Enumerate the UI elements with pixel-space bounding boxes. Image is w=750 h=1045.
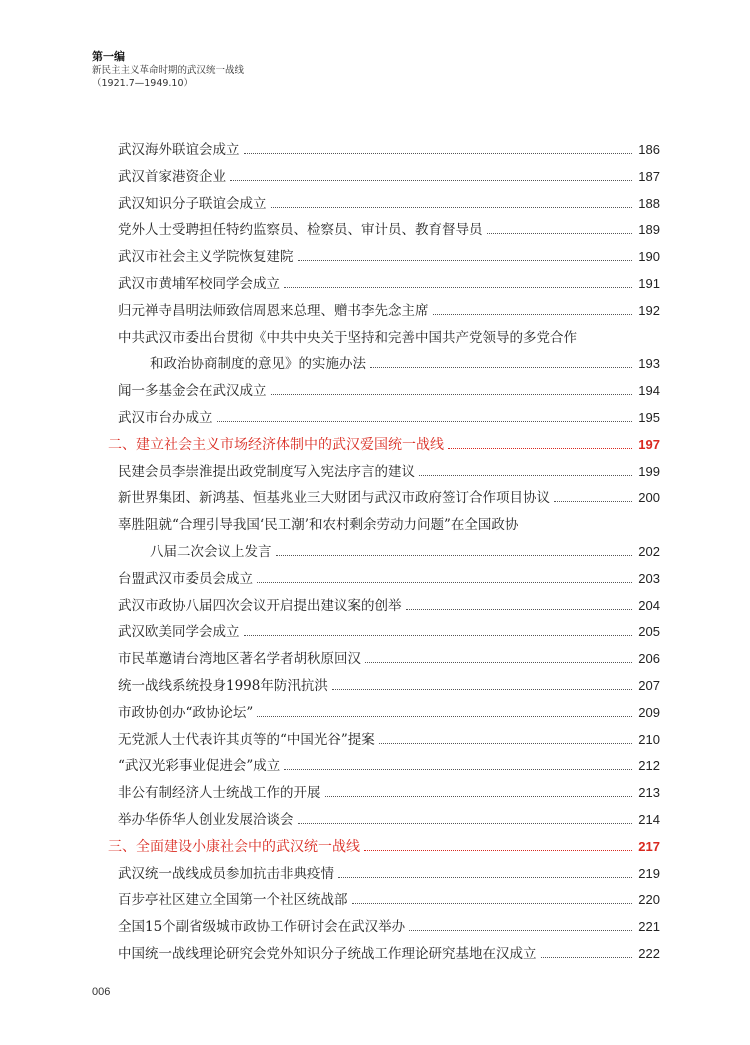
toc-page-number: 221 bbox=[638, 919, 660, 935]
toc-entry-title: 八届二次会议上发言 bbox=[150, 544, 272, 560]
toc-page-number: 217 bbox=[638, 838, 660, 854]
toc-entry-row bbox=[0, 271, 750, 297]
dot-leader bbox=[257, 582, 632, 583]
toc-entry-row bbox=[0, 512, 750, 538]
toc-page-number: 222 bbox=[638, 946, 660, 961]
toc-entry-title: 非公有制经济人士统战工作的开展 bbox=[118, 785, 321, 802]
dot-leader bbox=[554, 501, 632, 502]
part-title: 第一编 bbox=[92, 50, 125, 63]
dot-leader bbox=[276, 555, 633, 556]
toc-entry-title: 全国15个副省级城市政协工作研讨会在武汉举办 bbox=[118, 919, 406, 936]
dot-leader bbox=[257, 716, 632, 717]
toc-entry-row bbox=[0, 914, 750, 940]
toc-entry-row bbox=[0, 191, 750, 217]
toc-entry-row bbox=[0, 539, 750, 565]
toc-entry-title: 归元禅寺昌明法师致信周恩来总理、赠书李先念主席 bbox=[118, 302, 429, 319]
toc-page-number: 199 bbox=[638, 463, 660, 479]
toc-page-number: 191 bbox=[638, 276, 660, 291]
part-subtitle: 新民主主义革命时期的武汉统一战线 bbox=[92, 65, 245, 76]
toc-page-number: 210 bbox=[638, 731, 660, 747]
part-years: （1921.7—1949.10） bbox=[92, 78, 194, 89]
toc-entry-row bbox=[0, 298, 750, 324]
toc-page-number: 213 bbox=[638, 785, 660, 801]
dot-leader bbox=[419, 475, 632, 476]
toc-section-row bbox=[0, 432, 750, 458]
toc-entry-row bbox=[0, 941, 750, 967]
toc-page-number: 214 bbox=[638, 812, 660, 827]
toc-entry-title: 武汉海外联谊会成立 bbox=[118, 142, 240, 158]
dot-leader bbox=[284, 769, 632, 770]
toc-entry-title: 武汉市政协八届四次会议开启提出建议案的创举 bbox=[118, 597, 402, 614]
toc-page-number: 203 bbox=[638, 570, 660, 586]
toc-entry-title: 武汉知识分子联谊会成立 bbox=[118, 195, 267, 212]
dot-leader bbox=[541, 957, 633, 958]
dot-leader bbox=[379, 743, 632, 744]
toc-page-number: 194 bbox=[638, 383, 660, 399]
toc-entry-title: 和政治协商制度的意见》的实施办法 bbox=[150, 356, 366, 373]
toc-page-number: 197 bbox=[638, 436, 660, 452]
toc-entry-row bbox=[0, 485, 750, 511]
toc-entry-title: “武汉光彩事业促进会”成立 bbox=[118, 758, 281, 775]
toc-entry-row bbox=[0, 378, 750, 404]
dot-leader bbox=[364, 850, 632, 851]
dot-leader bbox=[448, 448, 632, 449]
toc-entry-row bbox=[0, 351, 750, 377]
toc-entry-title: 新世界集团、新鸿基、恒基兆业三大财团与武汉市政府签订合作项目协议 bbox=[118, 490, 550, 507]
toc-entry-title: 台盟武汉市委员会成立 bbox=[118, 570, 253, 587]
toc-entry-title: 武汉市黄埔军校同学会成立 bbox=[118, 276, 280, 292]
toc-section-row bbox=[0, 834, 750, 860]
toc-entry-row bbox=[0, 593, 750, 619]
page-number: 006 bbox=[92, 986, 111, 998]
toc-entry-row bbox=[0, 646, 750, 672]
dot-leader bbox=[487, 233, 633, 234]
toc-entry-row bbox=[0, 807, 750, 833]
toc-section-title: 三、全面建设小康社会中的武汉统一战线 bbox=[108, 838, 360, 855]
toc-page-number: 212 bbox=[638, 758, 660, 774]
toc-entry-row bbox=[0, 619, 750, 645]
toc-page-number: 186 bbox=[638, 142, 660, 157]
dot-leader bbox=[298, 823, 633, 824]
toc-page-number: 202 bbox=[638, 544, 660, 559]
toc-entry-title: 武汉市台办成立 bbox=[118, 410, 213, 426]
toc-page-number: 220 bbox=[638, 892, 660, 908]
toc-entry-title: 民建会员李崇淮提出政党制度写入宪法序言的建议 bbox=[118, 463, 415, 480]
dot-leader bbox=[352, 903, 633, 904]
toc-page-number: 205 bbox=[638, 624, 660, 640]
toc-entry-row bbox=[0, 753, 750, 779]
toc-entry-title: 武汉欧美同学会成立 bbox=[118, 624, 240, 641]
toc-entry-row bbox=[0, 780, 750, 806]
toc-entry-title: 中国统一战线理论研究会党外知识分子统战工作理论研究基地在汉成立 bbox=[118, 946, 537, 962]
toc-entry-row bbox=[0, 405, 750, 431]
toc-page-number: 200 bbox=[638, 490, 660, 506]
toc-page-number: 219 bbox=[638, 865, 660, 881]
toc-entry-row bbox=[0, 887, 750, 913]
toc-entry-title: 闻一多基金会在武汉成立 bbox=[118, 383, 267, 400]
toc-entry-title: 武汉首家港资企业 bbox=[118, 168, 226, 185]
toc-entry-row bbox=[0, 137, 750, 163]
dot-leader bbox=[365, 662, 632, 663]
toc-entry-title: 举办华侨华人创业发展洽谈会 bbox=[118, 812, 294, 828]
dot-leader bbox=[409, 930, 632, 931]
toc-entry-title: 市民革邀请台湾地区著名学者胡秋原回汉 bbox=[118, 651, 361, 668]
toc-page-number: 192 bbox=[638, 302, 660, 318]
dot-leader bbox=[406, 609, 633, 610]
toc-page-number: 187 bbox=[638, 168, 660, 184]
dot-leader bbox=[244, 153, 633, 154]
toc-entry-title: 武汉统一战线成员参加抗击非典疫情 bbox=[118, 865, 334, 882]
toc-entry-title: 市政协创办“政协论坛” bbox=[118, 704, 254, 721]
toc-entry-title: 百步亭社区建立全国第一个社区统战部 bbox=[118, 892, 348, 909]
toc-entry-row bbox=[0, 861, 750, 887]
dot-leader bbox=[271, 207, 633, 208]
toc-entry-title: 无党派人士代表许其贞等的“中国光谷”提案 bbox=[118, 731, 375, 748]
toc-entry-title: 党外人士受聘担任特约监察员、检察员、审计员、教育督导员 bbox=[118, 222, 483, 239]
toc-entry-row bbox=[0, 566, 750, 592]
toc-page-number: 189 bbox=[638, 222, 660, 238]
toc-page-number: 193 bbox=[638, 356, 660, 372]
toc-page-number: 204 bbox=[638, 597, 660, 613]
toc-section-title: 二、建立社会主义市场经济体制中的武汉爱国统一战线 bbox=[108, 436, 444, 453]
dot-leader bbox=[230, 180, 632, 181]
running-header bbox=[92, 50, 392, 90]
toc-page-number: 188 bbox=[638, 195, 660, 211]
toc-entry-row bbox=[0, 325, 750, 351]
toc-page-number: 195 bbox=[638, 410, 660, 425]
toc-entry-title: 辜胜阻就“合理引导我国‘民工潮’和农村剩余劳动力问题”在全国政协 bbox=[118, 517, 519, 534]
toc-entry-title: 中共武汉市委出台贯彻《中共中央关于坚持和完善中国共产党领导的多党合作 bbox=[118, 329, 577, 346]
dot-leader bbox=[284, 287, 632, 288]
toc-entry-row bbox=[0, 459, 750, 485]
toc-entry-row bbox=[0, 164, 750, 190]
dot-leader bbox=[271, 394, 633, 395]
dot-leader bbox=[217, 421, 633, 422]
toc-entry-title: 统一战线系统投身1998年防汛抗洪 bbox=[118, 678, 328, 694]
toc-page-number: 209 bbox=[638, 704, 660, 720]
toc-entry-title: 武汉市社会主义学院恢复建院 bbox=[118, 249, 294, 266]
dot-leader bbox=[332, 689, 632, 690]
toc-entry-row bbox=[0, 673, 750, 699]
toc-page-number: 206 bbox=[638, 651, 660, 667]
toc-page-number: 190 bbox=[638, 249, 660, 265]
toc-entry-row bbox=[0, 727, 750, 753]
dot-leader bbox=[298, 260, 633, 261]
dot-leader bbox=[338, 877, 632, 878]
toc-entry-row bbox=[0, 217, 750, 243]
toc-entry-row bbox=[0, 244, 750, 270]
dot-leader bbox=[244, 635, 633, 636]
dot-leader bbox=[433, 314, 633, 315]
toc-entry-row bbox=[0, 700, 750, 726]
dot-leader bbox=[370, 367, 632, 368]
dot-leader bbox=[325, 796, 633, 797]
toc-page-number: 207 bbox=[638, 678, 660, 693]
